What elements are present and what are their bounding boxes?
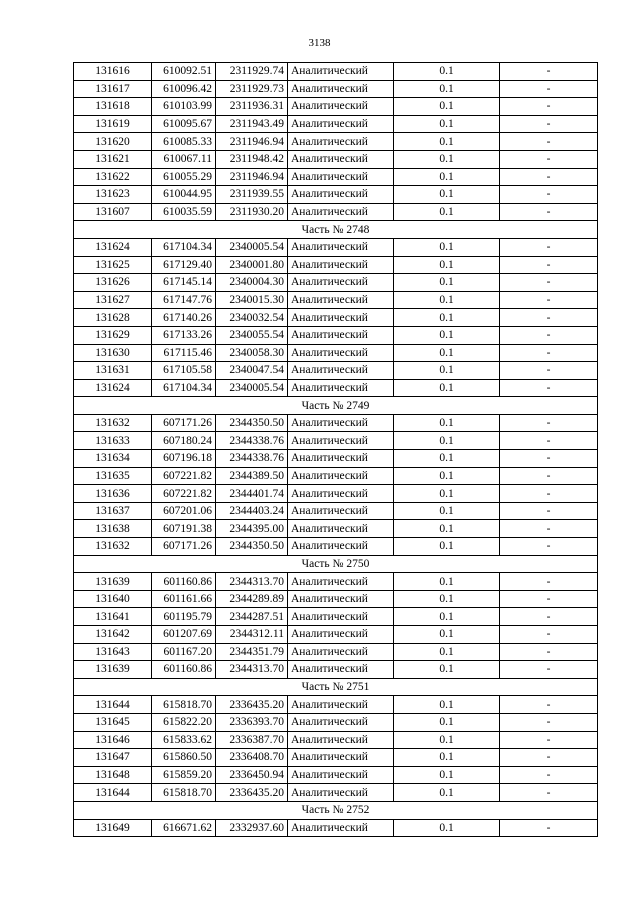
note-cell: -: [500, 274, 598, 292]
coordinates-table-body: [74, 63, 598, 837]
accuracy-cell: 0.1: [394, 344, 500, 362]
x-coordinate-cell: 615822.20: [152, 713, 216, 731]
x-coordinate-cell: 601195.79: [152, 608, 216, 626]
y-coordinate-cell: 2340015.30: [216, 291, 288, 309]
method-cell: Аналитический: [288, 344, 394, 362]
x-coordinate-cell: 610067.11: [152, 150, 216, 168]
accuracy-cell: 0.1: [394, 63, 500, 81]
table-row: [74, 115, 598, 133]
note-cell: -: [500, 749, 598, 767]
table-row: [74, 661, 598, 679]
y-coordinate-cell: 2340047.54: [216, 362, 288, 380]
accuracy-cell: 0.1: [394, 766, 500, 784]
accuracy-cell: 0.1: [394, 749, 500, 767]
note-cell: -: [500, 450, 598, 468]
accuracy-cell: 0.1: [394, 80, 500, 98]
point-id-cell: 131626: [74, 274, 152, 292]
accuracy-cell: 0.1: [394, 538, 500, 556]
note-cell: -: [500, 643, 598, 661]
accuracy-cell: 0.1: [394, 696, 500, 714]
point-id-cell: 131632: [74, 538, 152, 556]
accuracy-cell: 0.1: [394, 643, 500, 661]
table-row: [74, 150, 598, 168]
x-coordinate-cell: 617104.34: [152, 379, 216, 397]
y-coordinate-cell: 2336435.20: [216, 784, 288, 802]
note-cell: -: [500, 133, 598, 151]
method-cell: Аналитический: [288, 450, 394, 468]
section-title: Часть № 2748: [74, 221, 598, 239]
method-cell: Аналитический: [288, 186, 394, 204]
y-coordinate-cell: 2340005.54: [216, 238, 288, 256]
accuracy-cell: 0.1: [394, 414, 500, 432]
section-title: Часть № 2749: [74, 397, 598, 415]
method-cell: Аналитический: [288, 432, 394, 450]
table-row: [74, 63, 598, 81]
section-header-row: [74, 678, 598, 696]
method-cell: Аналитический: [288, 168, 394, 186]
y-coordinate-cell: 2340005.54: [216, 379, 288, 397]
note-cell: -: [500, 661, 598, 679]
section-title: Часть № 2750: [74, 555, 598, 573]
table-row: [74, 98, 598, 116]
method-cell: Аналитический: [288, 502, 394, 520]
method-cell: Аналитический: [288, 291, 394, 309]
x-coordinate-cell: 616671.62: [152, 819, 216, 837]
note-cell: -: [500, 432, 598, 450]
note-cell: -: [500, 344, 598, 362]
x-coordinate-cell: 617104.34: [152, 238, 216, 256]
method-cell: Аналитический: [288, 590, 394, 608]
note-cell: -: [500, 98, 598, 116]
point-id-cell: 131639: [74, 661, 152, 679]
x-coordinate-cell: 607180.24: [152, 432, 216, 450]
table-row: [74, 168, 598, 186]
point-id-cell: 131640: [74, 590, 152, 608]
note-cell: -: [500, 502, 598, 520]
method-cell: Аналитический: [288, 713, 394, 731]
y-coordinate-cell: 2344351.79: [216, 643, 288, 661]
accuracy-cell: 0.1: [394, 168, 500, 186]
table-row: [74, 80, 598, 98]
point-id-cell: 131620: [74, 133, 152, 151]
y-coordinate-cell: 2344313.70: [216, 661, 288, 679]
x-coordinate-cell: 610092.51: [152, 63, 216, 81]
note-cell: -: [500, 238, 598, 256]
y-coordinate-cell: 2344313.70: [216, 573, 288, 591]
note-cell: -: [500, 362, 598, 380]
note-cell: -: [500, 414, 598, 432]
y-coordinate-cell: 2344401.74: [216, 485, 288, 503]
point-id-cell: 131644: [74, 696, 152, 714]
x-coordinate-cell: 607171.26: [152, 414, 216, 432]
point-id-cell: 131633: [74, 432, 152, 450]
accuracy-cell: 0.1: [394, 520, 500, 538]
table-row: [74, 467, 598, 485]
y-coordinate-cell: 2344350.50: [216, 538, 288, 556]
point-id-cell: 131637: [74, 502, 152, 520]
accuracy-cell: 0.1: [394, 573, 500, 591]
y-coordinate-cell: 2311936.31: [216, 98, 288, 116]
y-coordinate-cell: 2336435.20: [216, 696, 288, 714]
note-cell: -: [500, 696, 598, 714]
point-id-cell: 131632: [74, 414, 152, 432]
method-cell: Аналитический: [288, 819, 394, 837]
accuracy-cell: 0.1: [394, 819, 500, 837]
x-coordinate-cell: 615818.70: [152, 696, 216, 714]
note-cell: -: [500, 309, 598, 327]
accuracy-cell: 0.1: [394, 326, 500, 344]
y-coordinate-cell: 2344350.50: [216, 414, 288, 432]
x-coordinate-cell: 617140.26: [152, 309, 216, 327]
note-cell: -: [500, 590, 598, 608]
accuracy-cell: 0.1: [394, 256, 500, 274]
note-cell: -: [500, 731, 598, 749]
x-coordinate-cell: 615859.20: [152, 766, 216, 784]
y-coordinate-cell: 2344338.76: [216, 450, 288, 468]
y-coordinate-cell: 2311929.73: [216, 80, 288, 98]
x-coordinate-cell: 601207.69: [152, 626, 216, 644]
section-header-row: [74, 555, 598, 573]
table-row: [74, 766, 598, 784]
accuracy-cell: 0.1: [394, 362, 500, 380]
accuracy-cell: 0.1: [394, 98, 500, 116]
x-coordinate-cell: 601167.20: [152, 643, 216, 661]
note-cell: -: [500, 467, 598, 485]
point-id-cell: 131641: [74, 608, 152, 626]
y-coordinate-cell: 2311929.74: [216, 63, 288, 81]
table-row: [74, 784, 598, 802]
y-coordinate-cell: 2344338.76: [216, 432, 288, 450]
table-row: [74, 573, 598, 591]
x-coordinate-cell: 607201.06: [152, 502, 216, 520]
table-row: [74, 432, 598, 450]
point-id-cell: 131634: [74, 450, 152, 468]
point-id-cell: 131645: [74, 713, 152, 731]
method-cell: Аналитический: [288, 203, 394, 221]
y-coordinate-cell: 2340032.54: [216, 309, 288, 327]
point-id-cell: 131629: [74, 326, 152, 344]
y-coordinate-cell: 2311946.94: [216, 168, 288, 186]
y-coordinate-cell: 2336393.70: [216, 713, 288, 731]
page-number: 3138: [308, 37, 331, 49]
table-row: [74, 749, 598, 767]
table-row: [74, 186, 598, 204]
table-row: [74, 379, 598, 397]
x-coordinate-cell: 617129.40: [152, 256, 216, 274]
y-coordinate-cell: 2340001.80: [216, 256, 288, 274]
note-cell: -: [500, 626, 598, 644]
method-cell: Аналитический: [288, 63, 394, 81]
table-row: [74, 590, 598, 608]
method-cell: Аналитический: [288, 520, 394, 538]
coordinates-table: [73, 62, 598, 837]
note-cell: -: [500, 784, 598, 802]
point-id-cell: 131644: [74, 784, 152, 802]
point-id-cell: 131624: [74, 238, 152, 256]
method-cell: Аналитический: [288, 238, 394, 256]
table-row: [74, 274, 598, 292]
point-id-cell: 131607: [74, 203, 152, 221]
x-coordinate-cell: 607221.82: [152, 467, 216, 485]
table-row: [74, 326, 598, 344]
point-id-cell: 131628: [74, 309, 152, 327]
table-row: [74, 344, 598, 362]
x-coordinate-cell: 617147.76: [152, 291, 216, 309]
y-coordinate-cell: 2344395.00: [216, 520, 288, 538]
table-row: [74, 414, 598, 432]
accuracy-cell: 0.1: [394, 150, 500, 168]
point-id-cell: 131638: [74, 520, 152, 538]
accuracy-cell: 0.1: [394, 467, 500, 485]
accuracy-cell: 0.1: [394, 450, 500, 468]
point-id-cell: 131635: [74, 467, 152, 485]
note-cell: -: [500, 538, 598, 556]
method-cell: Аналитический: [288, 467, 394, 485]
note-cell: -: [500, 150, 598, 168]
point-id-cell: 131646: [74, 731, 152, 749]
point-id-cell: 131643: [74, 643, 152, 661]
point-id-cell: 131623: [74, 186, 152, 204]
x-coordinate-cell: 607221.82: [152, 485, 216, 503]
method-cell: Аналитический: [288, 414, 394, 432]
accuracy-cell: 0.1: [394, 115, 500, 133]
y-coordinate-cell: 2311948.42: [216, 150, 288, 168]
y-coordinate-cell: 2311930.20: [216, 203, 288, 221]
note-cell: -: [500, 573, 598, 591]
table-row: [74, 291, 598, 309]
note-cell: -: [500, 168, 598, 186]
accuracy-cell: 0.1: [394, 731, 500, 749]
point-id-cell: 131621: [74, 150, 152, 168]
accuracy-cell: 0.1: [394, 590, 500, 608]
y-coordinate-cell: 2311943.49: [216, 115, 288, 133]
y-coordinate-cell: 2311939.55: [216, 186, 288, 204]
accuracy-cell: 0.1: [394, 502, 500, 520]
point-id-cell: 131649: [74, 819, 152, 837]
section-title: Часть № 2752: [74, 801, 598, 819]
note-cell: -: [500, 291, 598, 309]
accuracy-cell: 0.1: [394, 274, 500, 292]
method-cell: Аналитический: [288, 784, 394, 802]
y-coordinate-cell: 2340055.54: [216, 326, 288, 344]
x-coordinate-cell: 617115.46: [152, 344, 216, 362]
point-id-cell: 131631: [74, 362, 152, 380]
x-coordinate-cell: 601160.86: [152, 573, 216, 591]
method-cell: Аналитический: [288, 573, 394, 591]
note-cell: -: [500, 608, 598, 626]
point-id-cell: 131625: [74, 256, 152, 274]
method-cell: Аналитический: [288, 80, 394, 98]
x-coordinate-cell: 607196.18: [152, 450, 216, 468]
accuracy-cell: 0.1: [394, 186, 500, 204]
y-coordinate-cell: 2311946.94: [216, 133, 288, 151]
x-coordinate-cell: 617145.14: [152, 274, 216, 292]
x-coordinate-cell: 610096.42: [152, 80, 216, 98]
section-header-row: [74, 397, 598, 415]
x-coordinate-cell: 617133.26: [152, 326, 216, 344]
method-cell: Аналитический: [288, 150, 394, 168]
x-coordinate-cell: 615818.70: [152, 784, 216, 802]
x-coordinate-cell: 601160.86: [152, 661, 216, 679]
x-coordinate-cell: 610055.29: [152, 168, 216, 186]
note-cell: -: [500, 203, 598, 221]
note-cell: -: [500, 713, 598, 731]
y-coordinate-cell: 2340004.30: [216, 274, 288, 292]
point-id-cell: 131624: [74, 379, 152, 397]
y-coordinate-cell: 2344289.89: [216, 590, 288, 608]
accuracy-cell: 0.1: [394, 309, 500, 327]
y-coordinate-cell: 2340058.30: [216, 344, 288, 362]
accuracy-cell: 0.1: [394, 203, 500, 221]
accuracy-cell: 0.1: [394, 133, 500, 151]
point-id-cell: 131619: [74, 115, 152, 133]
table-row: [74, 731, 598, 749]
note-cell: -: [500, 819, 598, 837]
method-cell: Аналитический: [288, 696, 394, 714]
table-row: [74, 713, 598, 731]
y-coordinate-cell: 2332937.60: [216, 819, 288, 837]
note-cell: -: [500, 520, 598, 538]
table-row: [74, 608, 598, 626]
point-id-cell: 131618: [74, 98, 152, 116]
y-coordinate-cell: 2344389.50: [216, 467, 288, 485]
note-cell: -: [500, 256, 598, 274]
table-row: [74, 626, 598, 644]
table-row: [74, 485, 598, 503]
table-row: [74, 203, 598, 221]
table-row: [74, 520, 598, 538]
method-cell: Аналитический: [288, 749, 394, 767]
accuracy-cell: 0.1: [394, 661, 500, 679]
method-cell: Аналитический: [288, 309, 394, 327]
y-coordinate-cell: 2336387.70: [216, 731, 288, 749]
method-cell: Аналитический: [288, 362, 394, 380]
table-row: [74, 309, 598, 327]
y-coordinate-cell: 2344287.51: [216, 608, 288, 626]
x-coordinate-cell: 610035.59: [152, 203, 216, 221]
method-cell: Аналитический: [288, 643, 394, 661]
note-cell: -: [500, 326, 598, 344]
accuracy-cell: 0.1: [394, 379, 500, 397]
table-row: [74, 362, 598, 380]
accuracy-cell: 0.1: [394, 626, 500, 644]
table-row: [74, 538, 598, 556]
accuracy-cell: 0.1: [394, 238, 500, 256]
x-coordinate-cell: 615833.62: [152, 731, 216, 749]
x-coordinate-cell: 610085.33: [152, 133, 216, 151]
point-id-cell: 131636: [74, 485, 152, 503]
note-cell: -: [500, 115, 598, 133]
method-cell: Аналитический: [288, 485, 394, 503]
method-cell: Аналитический: [288, 538, 394, 556]
table-row: [74, 696, 598, 714]
x-coordinate-cell: 610044.95: [152, 186, 216, 204]
point-id-cell: 131616: [74, 63, 152, 81]
note-cell: -: [500, 766, 598, 784]
point-id-cell: 131648: [74, 766, 152, 784]
point-id-cell: 131639: [74, 573, 152, 591]
table-row: [74, 133, 598, 151]
section-title: Часть № 2751: [74, 678, 598, 696]
point-id-cell: 131627: [74, 291, 152, 309]
table-row: [74, 450, 598, 468]
table-row: [74, 643, 598, 661]
method-cell: Аналитический: [288, 731, 394, 749]
table-row: [74, 238, 598, 256]
accuracy-cell: 0.1: [394, 608, 500, 626]
method-cell: Аналитический: [288, 626, 394, 644]
method-cell: Аналитический: [288, 256, 394, 274]
table-row: [74, 502, 598, 520]
x-coordinate-cell: 610103.99: [152, 98, 216, 116]
accuracy-cell: 0.1: [394, 485, 500, 503]
method-cell: Аналитический: [288, 115, 394, 133]
table-row: [74, 256, 598, 274]
method-cell: Аналитический: [288, 766, 394, 784]
note-cell: -: [500, 63, 598, 81]
method-cell: Аналитический: [288, 661, 394, 679]
method-cell: Аналитический: [288, 133, 394, 151]
x-coordinate-cell: 601161.66: [152, 590, 216, 608]
x-coordinate-cell: 615860.50: [152, 749, 216, 767]
x-coordinate-cell: 610095.67: [152, 115, 216, 133]
section-header-row: [74, 221, 598, 239]
point-id-cell: 131622: [74, 168, 152, 186]
accuracy-cell: 0.1: [394, 784, 500, 802]
note-cell: -: [500, 80, 598, 98]
y-coordinate-cell: 2336450.94: [216, 766, 288, 784]
method-cell: Аналитический: [288, 379, 394, 397]
table-row: [74, 819, 598, 837]
point-id-cell: 131642: [74, 626, 152, 644]
accuracy-cell: 0.1: [394, 432, 500, 450]
y-coordinate-cell: 2344312.11: [216, 626, 288, 644]
accuracy-cell: 0.1: [394, 291, 500, 309]
method-cell: Аналитический: [288, 608, 394, 626]
method-cell: Аналитический: [288, 98, 394, 116]
x-coordinate-cell: 617105.58: [152, 362, 216, 380]
point-id-cell: 131647: [74, 749, 152, 767]
note-cell: -: [500, 186, 598, 204]
y-coordinate-cell: 2336408.70: [216, 749, 288, 767]
section-header-row: [74, 801, 598, 819]
method-cell: Аналитический: [288, 274, 394, 292]
point-id-cell: 131617: [74, 80, 152, 98]
accuracy-cell: 0.1: [394, 713, 500, 731]
y-coordinate-cell: 2344403.24: [216, 502, 288, 520]
x-coordinate-cell: 607191.38: [152, 520, 216, 538]
point-id-cell: 131630: [74, 344, 152, 362]
note-cell: -: [500, 379, 598, 397]
method-cell: Аналитический: [288, 326, 394, 344]
note-cell: -: [500, 485, 598, 503]
x-coordinate-cell: 607171.26: [152, 538, 216, 556]
